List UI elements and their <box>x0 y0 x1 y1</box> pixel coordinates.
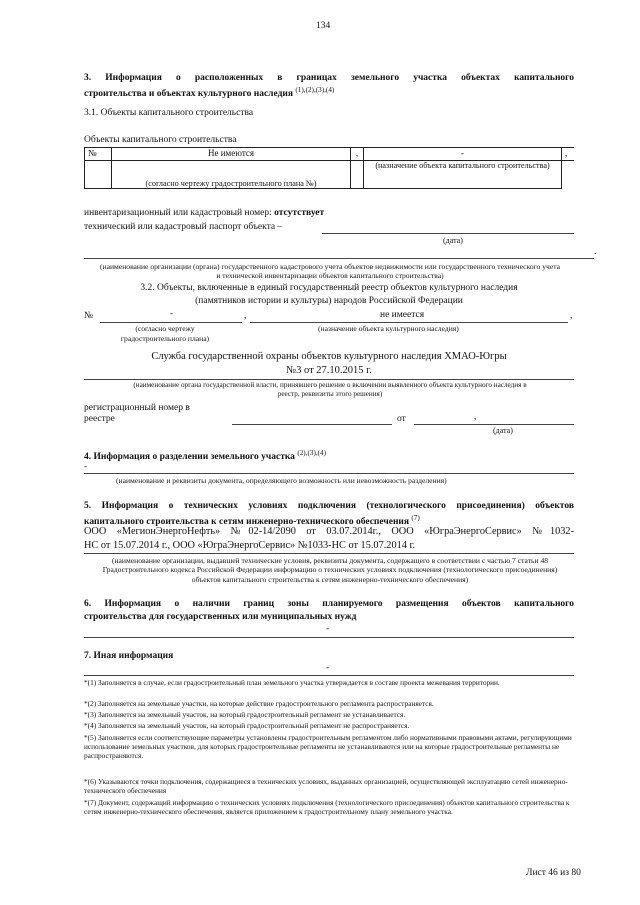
section5-text-line1: ООО «МегионЭнергоНефть» №02-14/2090 от 03.07.2014г., ООО «ЮграЭнергоСервис» №1032- <box>84 526 574 537</box>
row32-value: не имеется <box>380 310 425 320</box>
footnote-2: *(2) Заполняется на земельные участки, на которые действие градостроительного регламента распространяется. <box>84 699 434 708</box>
kadastr-org-note: (наименование организации (органа) государственного кадастрового учета объектов недвижимости или государственного технического учета и технической инвентаризации объектов капитального строительства) <box>100 262 561 280</box>
section4-note: (наименование и реквизиты документа, определяющего возможность или невозможность разделения) <box>116 476 447 485</box>
section3-heading-line2: строительства и объектах культурного наследия $^{(1),(2),(3),(4)}$ <box>84 86 335 100</box>
row32-comma: , <box>244 311 247 321</box>
subsection-3-1: 3.1. Объекты капитального строительства <box>84 108 254 118</box>
inventory-number: инвентаризационный или кадастровый номер: отсутствует <box>84 208 325 218</box>
section6-value: - <box>326 624 330 634</box>
page-number: 134 <box>316 21 331 31</box>
table-value: Не имеются <box>112 148 351 161</box>
period: . <box>594 247 597 257</box>
section5-heading-line2: капитального строительства к сетям инженерно-технического обеспечения $^{(7)}$ <box>84 514 420 528</box>
section7-heading: 7. Иная информация <box>84 651 174 661</box>
section4-heading: 4. Информация о разделении земельного участка $^{(2),(3),(4)}$ <box>84 449 327 463</box>
row32-comma-2: , <box>570 311 573 321</box>
passport-label: технический или кадастровый паспорт объекта – <box>84 222 283 232</box>
passport-date-label: (дата) <box>443 236 463 245</box>
sheet-label: Лист 46 из 80 <box>526 868 581 878</box>
section4-value: - <box>84 462 88 472</box>
table-comma: , <box>351 148 364 161</box>
subsection-3-2-line2: (памятников истории и культуры) народов Российской Федерации <box>195 296 463 306</box>
authority-line1: Служба государственной охраны объектов культурного наследия ХМАО-Югры <box>151 351 507 362</box>
reg-comma: , <box>474 412 477 422</box>
section7-value: - <box>326 663 330 673</box>
section3-heading-line1: 3. Информация о расположенных в границах земельного участка объектах капитального <box>84 73 574 83</box>
note32-left: (согласно чертежу градостроительного плана) <box>120 324 210 343</box>
authority-note: (наименование органа государственной власти, принявшего решение о включении выявленного объекта культурного наследия в реестр, реквизиты этого решения) <box>133 381 527 398</box>
reg-date-label: (дата) <box>493 426 513 435</box>
table-num-label: № <box>85 148 112 161</box>
section6-heading-line1: 6. Информация о наличии границ зоны планируемого размещения объектов капитального <box>84 599 574 609</box>
reg-from: от <box>397 414 406 424</box>
row32-dash: - <box>170 309 174 319</box>
section6-heading-line2: строительства для государственных или муниципальных нужд <box>84 612 357 622</box>
table-note-right: (назначение объекта капитального строительства) <box>364 161 562 189</box>
reg-label-line2: реестре <box>84 414 115 424</box>
footnote-7: *(7) Документ, содержащий информацию о технических условиях подключения (технологического присоединения) объектов капитального строительства к сетям инженерно-технического обеспечения, является приложением к градостроительному плану земельного участка. <box>84 798 570 817</box>
table-comma-2: , <box>562 148 575 161</box>
subsection-3-2-line1: 3.2. Объекты, включенные в единый государственный реестр объектов культурного наследия <box>140 283 518 293</box>
note32-right: (назначение объекта культурного наследия) <box>318 324 459 333</box>
table-dash: - <box>364 148 562 161</box>
footnote-1: *(1) Заполняется в случае, если градостроительный план земельного участка утверждается в составе проекта межевания территории. <box>84 678 500 687</box>
footnote-6: *(6) Указываются точки подключения, содержащиеся в технических условиях, выданных организацией, осуществляющей эксплуатацию сетей инженерно-технического обеспечения <box>84 777 568 796</box>
capital-objects-table <box>84 147 574 189</box>
footnote-4: *(4) Заполняется на земельный участок, на который градостроительный регламент не распространяется. <box>84 721 410 730</box>
footnote-3: *(3) Заполняется на земельный участок, на который градостроительный регламент не устанавливается. <box>84 710 406 719</box>
table-note-left: (согласно чертежу градостроительного плана №) <box>112 161 351 189</box>
footnote-5: *(5) Заполняется если соответствующие параметры установлены градостроительным регламентом либо нормативными правовыми актами, регулирующими использование земельных участков, для которых градостроительные регламенты не устанавливаются или на которые градостроительные регламенты не распространяются. <box>84 733 572 761</box>
authority-line2: №3 от 27.10.2015 г. <box>286 365 372 376</box>
section5-text-line2: НС от 15.07.2014 г., ООО «ЮграЭнергоСервис» №1033-НС от 15.07.2014 г. <box>84 540 416 551</box>
row32-num: № <box>84 311 94 321</box>
section5-note: (наименование организации, выдавшей технические условия, реквизиты документа, содержащего в соответствии с частью 7 статьи 48 Градостроительного кодекса Российской Федерации информацию о технических условиях подключения (технологического присоединения) объектов капитального строительства к сетям инженерно-технического обеспечения) <box>102 556 558 584</box>
table-caption: Объекты капитального строительства <box>84 135 237 145</box>
section5-heading-line1: 5. Информация о технических условиях подключения (технологического присоединения) объектов <box>84 501 574 511</box>
reg-label-line1: регистрационный номер в <box>84 403 190 413</box>
